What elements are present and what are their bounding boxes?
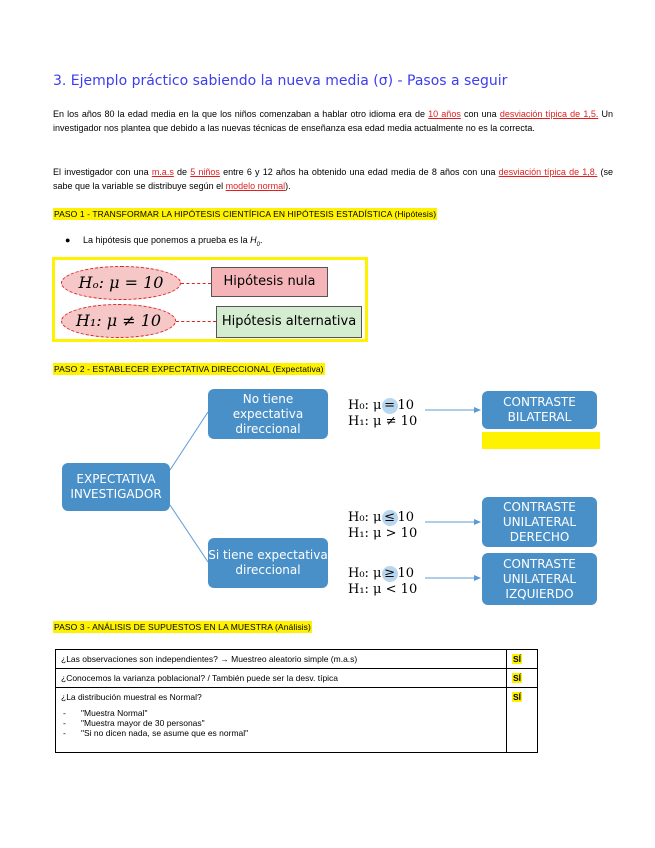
answer-badge: SÍ (513, 673, 522, 683)
table-row (56, 688, 538, 753)
list-item: - "Si no dicen nada, se asume que es normal" (81, 728, 501, 738)
arrow-head-izquierdo (474, 575, 481, 581)
para2-text-5: ). (285, 181, 291, 191)
para1-text-3: Un investigador nos plantea que debido a las nuevas técnicas de enseñanza esa edad media actualmente no es la correcta. (53, 109, 614, 133)
connector-root-no (170, 412, 208, 470)
right-tailed-box: CONTRASTE UNILATERAL DERECHO (482, 497, 597, 547)
bullet-end: . (259, 235, 263, 245)
der-v0: 10 (397, 510, 415, 525)
table-answer (507, 650, 538, 669)
step-2-heading: PASO 2 - ESTABLECER EXPECTATIVA DIRECCIONAL (Expectativa) (54, 364, 324, 374)
step-3-heading: PASO 3 - ANÁLISIS DE SUPUESTOS EN LA MUESTRA (Análisis) (54, 622, 311, 632)
bullet-subscript: 0 (256, 241, 260, 248)
bilateral-box: CONTRASTE BILATERAL (482, 391, 597, 429)
table-row (56, 650, 538, 669)
arrow-head-bilateral (474, 407, 481, 413)
para1-text-2: con una (460, 109, 500, 119)
normality-conditions (81, 708, 501, 738)
bullet-dot-icon: ● (65, 235, 71, 245)
table-question: ¿Las observaciones son independientes? → Muestreo aleatorio simple (m.a.s) (56, 650, 507, 669)
izq-op: ≥ (382, 566, 398, 582)
root-box: EXPECTATIVA INVESTIGADOR (62, 463, 170, 511)
table-question: ¿Conocemos la varianza poblacional? / También puede ser la desv. típica (56, 669, 507, 688)
bullet-symbol: H (250, 235, 257, 245)
para2-text-1: El investigador con una (53, 167, 152, 177)
para2-highlight-2: 5 niños (190, 167, 220, 177)
table-row (56, 669, 538, 688)
izq-v0: 10 (397, 566, 415, 581)
bilateral-highlight (482, 432, 600, 449)
bil-v0: 10 (397, 398, 415, 413)
bil-h1: H₁: μ ≠ 10 (348, 414, 418, 429)
right-hypotheses (348, 510, 417, 542)
izq-h0: H₀: μ (348, 566, 382, 581)
table-question (56, 688, 507, 753)
para1-highlight-1: 10 años (428, 109, 461, 119)
null-hypothesis-oval: Hₒ: μ = 10 (61, 266, 181, 300)
list-item: - "Muestra Normal" (81, 708, 501, 718)
para2-highlight-3: desviación típica de 1,8. (498, 167, 598, 177)
para2-text-2: de (173, 167, 191, 177)
arrow-head-derecho (474, 519, 481, 525)
bullet-text: La hipótesis que ponemos a prueba es la (83, 235, 251, 245)
para2-highlight-4: modelo normal (225, 181, 286, 191)
table-answer (507, 688, 538, 753)
alt-hypothesis-label: Hipótesis alternativa (216, 306, 362, 338)
der-op: ≤ (382, 510, 398, 526)
left-tailed-box: CONTRASTE UNILATERAL IZQUIERDO (482, 553, 597, 605)
para2-text-3: entre 6 y 12 años ha obtenido una edad media de 8 años con una (219, 167, 499, 177)
para1-highlight-2: desviación típica de 1,5. (499, 109, 599, 119)
table-answer (507, 669, 538, 688)
para2-text-4: (se sabe que la variable se distribuye según el (53, 167, 613, 191)
bil-op: = (382, 398, 398, 414)
bilateral-hypotheses (348, 398, 417, 430)
left-hypotheses (348, 566, 417, 598)
list-item: - "Muestra mayor de 30 personas" (81, 718, 501, 728)
page-title: 3. Ejemplo práctico sabiendo la nueva media (σ) - Pasos a seguir (53, 73, 508, 89)
connector-root-si (170, 505, 208, 562)
no-expectation-box: No tiene expectativa direccional (208, 389, 328, 439)
assumptions-table (55, 649, 538, 753)
answer-badge: SÍ (513, 692, 522, 702)
null-hypothesis-label: Hipótesis nula (211, 267, 328, 297)
answer-badge: SÍ (513, 654, 522, 664)
para2-highlight-1: m.a.s (151, 167, 174, 177)
yes-expectation-box: Si tiene expectativa direccional (208, 538, 328, 588)
bil-h0: H₀: μ (348, 398, 382, 413)
der-h0: H₀: μ (348, 510, 382, 525)
para1-text-1: En los años 80 la edad media en la que los niños comenzaban a hablar otro idioma era de (53, 109, 429, 119)
der-h1: H₁: μ > 10 (348, 526, 418, 541)
step-1-heading: PASO 1 - TRANSFORMAR LA HIPÓTESIS CIENTÍFICA EN HIPÓTESIS ESTADÍSTICA (Hipótesis) (54, 209, 437, 219)
izq-h1: H₁: μ < 10 (348, 582, 418, 597)
alt-hypothesis-oval: H₁: μ ≠ 10 (61, 304, 176, 338)
normality-question: ¿La distribución muestral es Normal? (61, 692, 202, 702)
